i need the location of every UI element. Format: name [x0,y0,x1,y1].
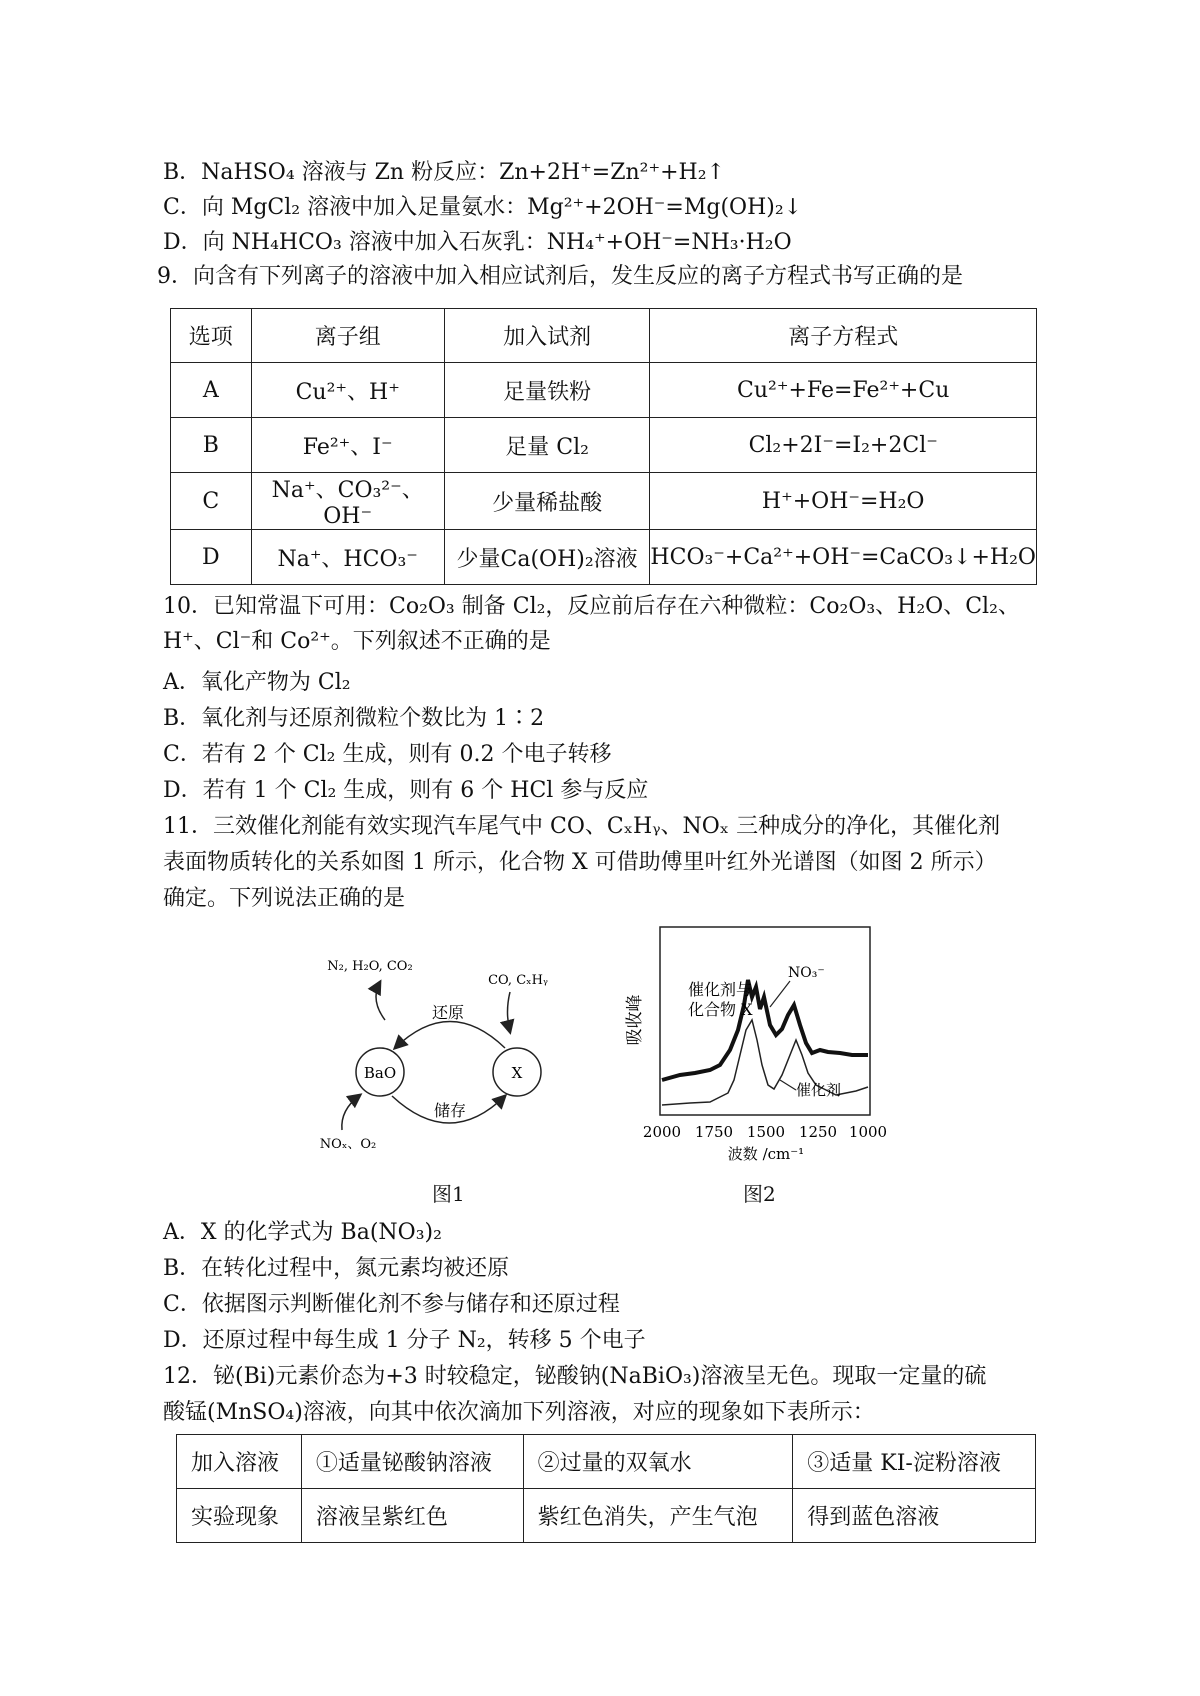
q12-table [176,1434,1036,1543]
oxidants-label: NOₓ、O₂ [319,1137,377,1152]
table-cell: H⁺+OH⁻=H₂O [650,473,1037,530]
table-cell: 溶液呈紫红色 [301,1489,523,1543]
table-cell: Na⁺、CO₃²⁻、OH⁻ [251,473,444,530]
q11-stem-line2: 表面物质转化的关系如图 1 所示，化合物 X 可借助傅里叶红外光谱图（如图 2 所示） [163,850,997,875]
nitrate-pointer [770,981,790,1007]
q8-option-d: D．向 NH₄HCO₃ 溶液中加入石灰乳：NH₄⁺+OH⁻=NH₃·H₂O [163,230,792,255]
table-cell: ②过量的双氧水 [523,1435,793,1489]
reduction-arrow [395,1022,505,1049]
x-tick-label: 1250 [798,1123,838,1141]
reductants-label: CO, CₓHᵧ [488,973,548,988]
products-label: N₂, H₂O, CO₂ [327,959,413,974]
table-cell: Na⁺、HCO₃⁻ [251,530,444,585]
table-cell: 少量稀盐酸 [444,473,650,530]
table-cell: HCO₃⁻+Ca²⁺+OH⁻=CaCO₃↓+H₂O [650,530,1037,585]
reductants-arrow [508,992,511,1032]
table-row [171,530,1037,585]
reduction-label: 还原 [431,1003,465,1022]
q10-stem-line2: H⁺、Cl⁻和 Co²⁺。下列叙述不正确的是 [163,629,551,654]
q11-option-c: C．依据图示判断催化剂不参与储存和还原过程 [163,1292,620,1317]
table-cell: Cu²⁺、H⁺ [251,363,444,418]
table-cell: Fe²⁺、I⁻ [251,418,444,473]
label-catalyst-x-line1: 催化剂与 [688,980,753,999]
q11-stem-line1: 11．三效催化剂能有效实现汽车尾气中 CO、CₓHᵧ、NOₓ 三种成分的净化，其催化剂 [163,814,1001,839]
catalyst-pointer [780,1080,796,1090]
q12-stem-line1: 12．铋(Bi)元素价态为+3 时较稳定，铋酸钠(NaBiO₃)溶液呈无色。现取一定量的硫 [163,1364,987,1389]
table-cell: 足量 Cl₂ [444,418,650,473]
x-tick-label: 2000 [642,1123,682,1141]
table-header: 加入试剂 [444,309,650,363]
table-row [177,1489,1036,1543]
figure-2-caption: 图2 [743,1182,776,1206]
table-cell: Cu²⁺+Fe=Fe²⁺+Cu [650,363,1037,418]
table-row [171,418,1037,473]
y-axis-label: 吸收峰 [625,994,645,1046]
q10-option-d: D．若有 1 个 Cl₂ 生成，则有 6 个 HCl 参与反应 [163,778,649,803]
q8-option-c: C．向 MgCl₂ 溶液中加入足量氨水：Mg²⁺+2OH⁻=Mg(OH)₂↓ [163,195,803,220]
table-header-row [171,309,1037,363]
label-catalyst: 催化剂 [796,1081,842,1099]
table-cell: C [171,473,252,530]
q9-stem: 9．向含有下列离子的溶液中加入相应试剂后，发生反应的离子方程式书写正确的是 [157,264,963,289]
table-cell: ①适量铋酸钠溶液 [301,1435,523,1489]
q11-option-b: B．在转化过程中，氮元素均被还原 [163,1256,510,1281]
table-cell: D [171,530,252,585]
q10-stem-line1: 10．已知常温下可用：Co₂O₃ 制备 Cl₂，反应前后存在六种微粒：Co₂O₃、H₂O、Cl₂、 [163,594,1020,619]
x-tick-label: 1500 [746,1123,786,1141]
table-cell: 少量Ca(OH)₂溶液 [444,530,650,585]
table-header: 选项 [171,309,252,363]
figure-1-caption: 图1 [432,1182,465,1206]
x-axis-label: 波数 /cm⁻¹ [727,1145,805,1163]
table-header: 离子组 [251,309,444,363]
bao-label: BaO [363,1064,397,1082]
q11-stem-line3: 确定。下列说法正确的是 [163,886,406,911]
table-cell: ③适量 KI-淀粉溶液 [793,1435,1036,1489]
products-arrow [376,982,385,1020]
table-row [171,473,1037,530]
table-cell: A [171,363,252,418]
table-cell: 得到蓝色溶液 [793,1489,1036,1543]
figure-2-ir-spectrum [620,925,910,1170]
q11-option-d: D．还原过程中每生成 1 分子 N₂，转移 5 个电子 [163,1328,646,1353]
figure-1-cycle-diagram [300,940,620,1170]
q10-option-c: C．若有 2 个 Cl₂ 生成，则有 0.2 个电子转移 [163,742,612,767]
q8-option-b: B．NaHSO₄ 溶液与 Zn 粉反应：Zn+2H⁺=Zn²⁺+H₂↑ [163,160,725,185]
oxidants-arrow [342,1095,360,1130]
table-header: 离子方程式 [650,309,1037,363]
x-label: X [511,1064,523,1082]
x-tick-label: 1750 [694,1123,734,1141]
q10-option-b: B．氧化剂与还原剂微粒个数比为 1∶2 [163,706,545,731]
x-tick-label: 1000 [848,1123,888,1141]
table-cell: 足量铁粉 [444,363,650,418]
table-cell: 紫红色消失，产生气泡 [523,1489,793,1543]
table-cell: 实验现象 [177,1489,302,1543]
q9-table [170,308,1037,585]
q12-stem-line2: 酸锰(MnSO₄)溶液，向其中依次滴加下列溶液，对应的现象如下表所示： [163,1400,875,1425]
table-row [177,1435,1036,1489]
storage-label: 储存 [433,1101,467,1120]
label-catalyst-x-line2: 化合物 X [688,1000,753,1019]
label-nitrate-peak: NO₃⁻ [788,965,825,981]
table-cell: 加入溶液 [177,1435,302,1489]
table-cell: B [171,418,252,473]
table-cell: Cl₂+2I⁻=I₂+2Cl⁻ [650,418,1037,473]
q10-option-a: A．氧化产物为 Cl₂ [163,670,351,695]
table-row [171,363,1037,418]
q11-option-a: A．X 的化学式为 Ba(NO₃)₂ [163,1220,442,1245]
